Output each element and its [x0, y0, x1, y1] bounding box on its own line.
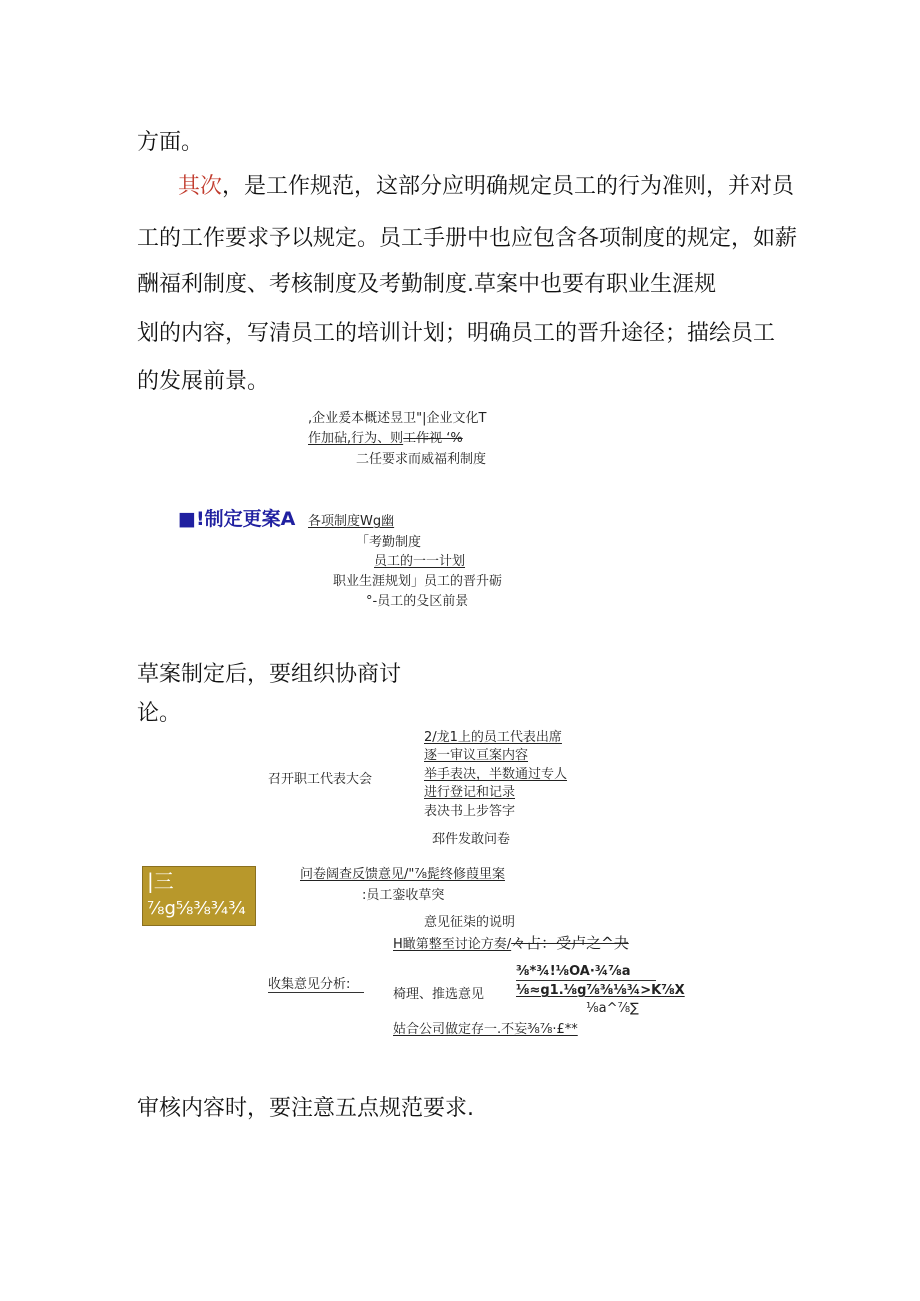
gold-box-line-1: |三 [147, 869, 174, 893]
diagram1-row-5: 「考勤制度 [356, 535, 422, 550]
para-mid-line-1: 草案制定后，要组织协商讨 [137, 662, 402, 687]
meeting-item-1: 2/龙1上的员工代表出席 [424, 730, 562, 745]
meeting-item-6: 邳件发敢问卷 [432, 832, 511, 847]
collect-row-2 [393, 935, 629, 953]
diagram1-title: ■!制定更案A [178, 508, 296, 530]
diagram1-row-1: ,企业爰本概述昱卫"|企业文化T [308, 411, 487, 426]
diagram1-row-4: 各项制度Wg幽 [308, 514, 395, 529]
collect-label-underline [268, 992, 364, 993]
garbled-row-1-rule [516, 980, 656, 981]
gold-label-box [142, 866, 256, 926]
meeting-item-2: 逐一审议亘案内容 [424, 748, 529, 763]
questionnaire-row-2: :员工銮收草突 [362, 888, 445, 903]
para-line-2 [178, 172, 794, 202]
collect-row-1: 意见征柒的说明 [424, 915, 516, 930]
collect-row-2a: H瞰第整至讨论方奏/ [393, 937, 512, 952]
diagram1-row-2a: 作加砧,行为、则 [308, 431, 404, 446]
diagram1-row-3: 二任要求而威福利制度 [356, 452, 487, 467]
para-line-6: 的发展前景。 [137, 369, 270, 394]
para-line-4: 酬福利制度、考核制度及考勤制度.草案中也要有职业生涯规 [137, 272, 716, 297]
garbled-row-3: ⅛a^⅞∑ [586, 1001, 639, 1016]
diagram1-row-6: 员工的一一计划 [374, 554, 466, 569]
para-mid-line-2: 论。 [137, 701, 182, 726]
gold-box-line-2: ⅞g⅝⅜¾¾ [147, 898, 246, 919]
meeting-item-4: 进行登记和记录 [424, 785, 516, 800]
diagram1-row-8: °-员工的殳区前景 [366, 594, 469, 609]
para-line-5: 划的内容，写清员工的培训计划；明确员工的晋升途径；描绘员工 [137, 321, 776, 346]
garbled-row-2: ⅛≈g1.⅛g⅞⅜⅛¾>K⅞X [516, 983, 685, 998]
meeting-item-3: 举手表决，半数通过专人 [424, 767, 568, 782]
meeting-label: 召开职工代表大会 [268, 772, 373, 787]
diagram1-row-2 [308, 431, 463, 447]
diagram1-row-7: 职业生涯规划」员工的晋升砺 [333, 574, 503, 589]
para-line-3: 工的工作要求予以规定。员工手册中也应包含各项制度的规定，如薪 [137, 226, 798, 251]
meeting-item-5: 表决书上步答字 [424, 804, 516, 819]
para-line-2-rest: ，是工作规范，这部分应明确规定员工的行为准则，并对员 [222, 174, 795, 199]
para-line-1: 方面。 [137, 130, 204, 155]
collect-row-3: 姑合公司做定存一.不妄⅜⅞·£** [393, 1022, 578, 1037]
collect-label: 收集意见分析: [268, 977, 351, 992]
diagram1-row-2b: 工作视 ‘% [403, 431, 463, 446]
questionnaire-row-1: 问卷阔查反馈意见/"⅞髭终修葭里案 [300, 867, 505, 882]
garbled-row-1: ⅜*¾!⅛OA·¾⅞a [516, 964, 631, 979]
collect-row-2b: 々占：受卢之^夬 [511, 934, 629, 952]
para-bottom-line-1: 审核内容时，要注意五点规范要求. [137, 1096, 474, 1121]
highlight-keyword: 其次 [178, 174, 223, 199]
sort-label: 椅理、推选意见 [393, 987, 485, 1002]
